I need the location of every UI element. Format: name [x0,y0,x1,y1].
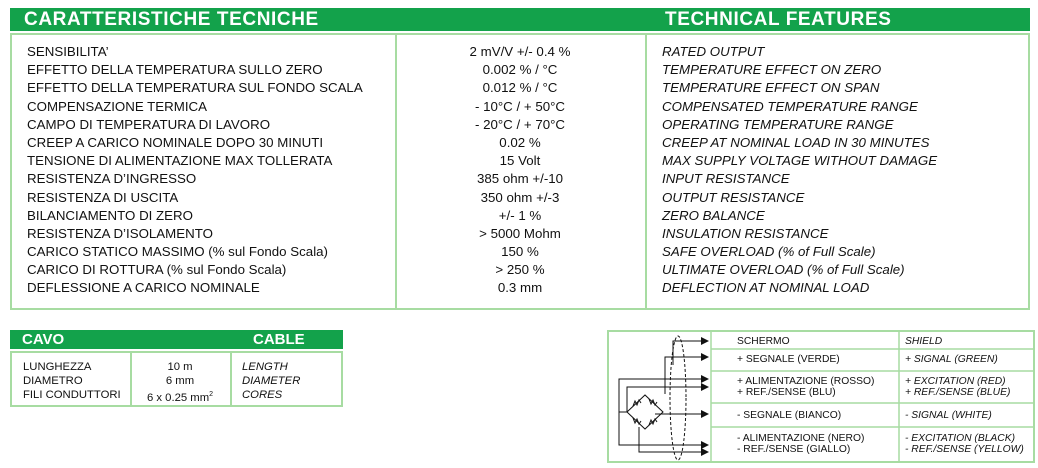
cable-label-italian: DIAMETRO [23,375,83,387]
spec-label-italian: DEFLESSIONE A CARICO NOMINALE [27,280,260,296]
table-row [12,388,341,402]
wire-label-italian: - SEGNALE (BIANCO) [737,410,842,421]
table-row [12,261,1028,279]
spec-label-english: INPUT RESISTANCE [662,171,790,187]
table-row [12,134,1028,152]
spec-label-english: INSULATION RESISTANCE [662,225,829,241]
spec-value: +/- 1 % [498,207,542,223]
wire-label-italian: - ALIMENTAZIONE (NERO) [737,433,865,444]
spec-value: 150 % [501,244,539,260]
header-title-english: TECHNICAL FEATURES [665,9,892,30]
spec-value: 385 ohm +/-10 [476,171,564,187]
cable-label-english: LENGTH [242,361,288,373]
spec-value: 350 ohm +/-3 [480,189,560,205]
cable-table [10,351,343,407]
wire-label-english: - SIGNAL (WHITE) [905,410,992,421]
cable-title-english: CABLE [253,331,305,348]
wire-label-italian: + SEGNALE (VERDE) [737,354,840,365]
cable-title-italian: CAVO [22,331,65,348]
cable-value: 6 mm [165,375,195,387]
spec-label-italian: RESISTENZA D’ISOLAMENTO [27,225,213,241]
spec-label-italian: TENSIONE DI ALIMENTAZIONE MAX TOLLERATA [27,153,333,169]
spec-value: > 5000 Mohm [479,225,561,241]
spec-label-italian: CAMPO DI TEMPERATURA DI LAVORO [27,116,271,132]
wire-label-english: - REF./SENSE (YELLOW) [905,444,1024,455]
spec-value: 0.002 % / °C [482,62,558,78]
technical-features-header [10,8,1030,31]
cable-label-italian: LUNGHEZZA [23,361,92,373]
wire-label-italian: SCHERMO [737,336,790,347]
spec-label-english: MAX SUPPLY VOLTAGE WITHOUT DAMAGE [662,153,938,169]
cable-sheath-outline [670,336,686,460]
spec-label-english: RATED OUTPUT [662,44,765,59]
table-row [12,152,1028,170]
spec-label-english: TEMPERATURE EFFECT ON ZERO [662,62,882,78]
superscript: 2 [209,391,214,398]
spec-value: - 20°C / + 70°C [474,116,566,132]
spec-label-italian: RESISTENZA DI USCITA [27,189,179,205]
arrow-icons [701,337,709,456]
wire-label-english: - EXCITATION (BLACK) [905,433,1016,444]
spec-label-english: COMPENSATED TEMPERATURE RANGE [662,98,918,114]
spec-label-italian: EFFETTO DELLA TEMPERATURA SULLO ZERO [27,62,323,78]
table-row [12,207,1028,225]
spec-label-italian: CARICO DI ROTTURA (% sul Fondo Scala) [27,262,287,278]
spec-label-italian: EFFETTO DELLA TEMPERATURA SUL FONDO SCALA [27,80,363,96]
wire-label-italian: + REF./SENSE (BLU) [737,387,836,398]
cable-value: 10 m [167,361,193,373]
spec-value: 0.02 % [499,134,541,150]
table-row [12,98,1028,116]
spec-label-english: OPERATING TEMPERATURE RANGE [662,116,894,132]
spec-label-italian: CARICO STATICO MASSIMO (% sul Fondo Scala) [27,244,328,260]
table-row [12,189,1028,207]
spec-label-english: SAFE OVERLOAD (% of Full Scale) [662,244,876,260]
table-row [12,279,1028,297]
spec-value: > 250 % [495,262,545,278]
spec-label-italian: CREEP A CARICO NOMINALE DOPO 30 MINUTI [27,134,324,150]
spec-value: 0.012 % / °C [482,80,558,96]
spec-label-italian: SENSIBILITA’ [27,44,109,59]
cable-label-english: CORES [242,389,283,401]
technical-features-table [10,33,1030,310]
spec-label-english: CREEP AT NOMINAL LOAD IN 30 MINUTES [662,134,930,150]
spec-label-english: DEFLECTION AT NOMINAL LOAD [662,280,870,296]
spec-label-italian: BILANCIAMENTO DI ZERO [27,207,193,223]
wire-label-english: + EXCITATION (RED) [905,376,1006,387]
cable-label-english: DIAMETER [242,375,301,387]
wire-label-english: SHIELD [905,336,943,347]
wire-label-italian: - REF./SENSE (GIALLO) [737,444,851,455]
spec-label-italian: RESISTENZA D’INGRESSO [27,171,197,187]
spec-label-english: ULTIMATE OVERLOAD (% of Full Scale) [662,262,905,278]
header-title-italian: CARATTERISTICHE TECNICHE [24,9,319,30]
spec-label-italian: COMPENSAZIONE TERMICA [27,98,208,114]
table-row [12,61,1028,79]
table-row [12,170,1028,188]
table-row [12,243,1028,261]
spec-value: 15 Volt [499,153,541,169]
spec-value: - 10°C / + 50°C [474,98,566,114]
wires [619,341,701,452]
table-row [12,43,1028,61]
table-row [12,225,1028,243]
spec-label-english: ZERO BALANCE [662,207,765,223]
wire-label-english: + REF./SENSE (BLUE) [905,387,1011,398]
cable-header [10,330,343,349]
table-row [12,360,341,374]
spec-label-english: OUTPUT RESISTANCE [662,189,805,205]
wire-label-english: + SIGNAL (GREEN) [905,354,998,365]
table-row [12,374,341,388]
wiring-diagram [607,330,1035,463]
wire-label-italian: + ALIMENTAZIONE (ROSSO) [737,376,875,387]
cable-value-text: 6 x 0.25 mm [146,391,210,404]
table-row [12,79,1028,97]
table-row [12,116,1028,134]
cable-value [130,388,230,405]
spec-value: 0.3 mm [497,280,543,296]
spec-value: 2 mV/V +/- 0.4 % [469,44,571,59]
spec-label-english: TEMPERATURE EFFECT ON SPAN [662,80,880,96]
cable-label-italian: FILI CONDUTTORI [23,389,121,401]
